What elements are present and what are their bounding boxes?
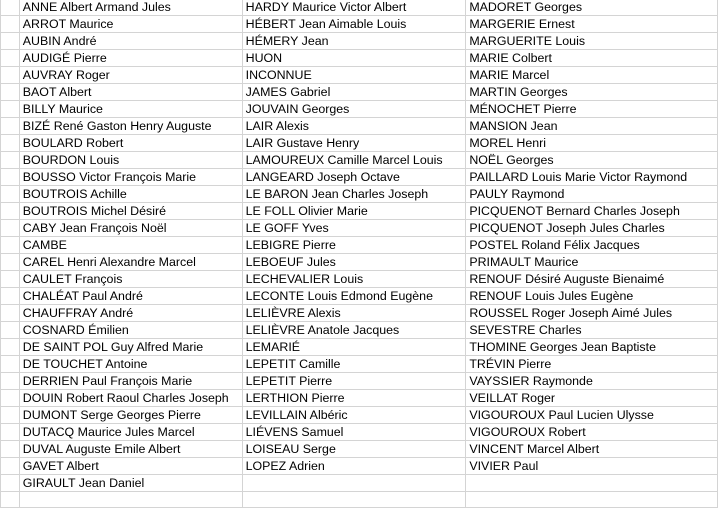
name-cell[interactable]: BOULARD Robert (19, 135, 242, 152)
name-cell[interactable]: MARGERIE Ernest (466, 16, 718, 33)
name-cell[interactable]: LEBIGRE Pierre (242, 237, 466, 254)
name-cell[interactable]: MÉNOCHET Pierre (466, 101, 718, 118)
name-cell[interactable]: JAMES Gabriel (242, 84, 466, 101)
name-cell[interactable]: AUDIGÉ Pierre (19, 50, 242, 67)
row-gutter-cell[interactable] (1, 424, 20, 441)
name-cell[interactable]: BOUSSO Victor François Marie (19, 169, 242, 186)
name-cell[interactable]: BAOT Albert (19, 84, 242, 101)
name-cell[interactable]: NOËL Georges (466, 152, 718, 169)
name-cell[interactable]: HÉBERT Jean Aimable Louis (242, 16, 466, 33)
row-gutter-cell[interactable] (1, 101, 20, 118)
names-table-body (1, 0, 718, 508)
name-cell[interactable]: LECONTE Louis Edmond Eugène (242, 288, 466, 305)
name-cell[interactable]: ANNE Albert Armand Jules (19, 0, 242, 16)
table-row (1, 118, 718, 135)
name-cell[interactable]: INCONNUE (242, 67, 466, 84)
name-cell[interactable]: PRIMAULT Maurice (466, 254, 718, 271)
table-row (1, 305, 718, 322)
row-gutter-cell[interactable] (1, 33, 20, 50)
row-gutter-cell[interactable] (1, 458, 20, 475)
name-cell[interactable]: CAMBE (19, 237, 242, 254)
table-row (1, 288, 718, 305)
table-row (1, 390, 718, 407)
name-cell[interactable]: DOUIN Robert Raoul Charles Joseph (19, 390, 242, 407)
name-cell[interactable]: PAILLARD Louis Marie Victor Raymond (466, 169, 718, 186)
table-row (1, 271, 718, 288)
name-cell[interactable] (466, 475, 718, 492)
name-cell[interactable] (242, 492, 466, 508)
row-gutter-cell[interactable] (1, 220, 20, 237)
row-gutter-cell[interactable] (1, 186, 20, 203)
table-row (1, 16, 718, 33)
table-row (1, 67, 718, 84)
row-gutter-cell[interactable] (1, 475, 20, 492)
row-gutter-cell[interactable] (1, 271, 20, 288)
name-cell[interactable]: MARIE Colbert (466, 50, 718, 67)
name-cell[interactable]: GIRAULT Jean Daniel (19, 475, 242, 492)
name-cell[interactable]: LE BARON Jean Charles Joseph (242, 186, 466, 203)
name-cell[interactable]: LECHEVALIER Louis (242, 271, 466, 288)
row-gutter-cell[interactable] (1, 390, 20, 407)
name-cell[interactable]: LEPETIT Pierre (242, 373, 466, 390)
name-cell[interactable]: PICQUENOT Bernard Charles Joseph (466, 203, 718, 220)
name-cell[interactable]: TRÉVIN Pierre (466, 356, 718, 373)
name-cell[interactable]: VIGOUROUX Robert (466, 424, 718, 441)
table-row (1, 322, 718, 339)
row-gutter-cell[interactable] (1, 135, 20, 152)
name-cell[interactable]: VEILLAT Roger (466, 390, 718, 407)
name-cell[interactable]: SEVESTRE Charles (466, 322, 718, 339)
row-gutter-cell[interactable] (1, 67, 20, 84)
row-gutter-cell[interactable] (1, 16, 20, 33)
table-row (1, 0, 718, 16)
table-row (1, 220, 718, 237)
table-row (1, 475, 718, 492)
row-gutter-cell[interactable] (1, 50, 20, 67)
table-row (1, 101, 718, 118)
name-cell[interactable]: HÉMERY Jean (242, 33, 466, 50)
name-cell[interactable]: GAVET Albert (19, 458, 242, 475)
row-gutter-cell[interactable] (1, 152, 20, 169)
name-cell[interactable]: MOREL Henri (466, 135, 718, 152)
row-gutter-cell[interactable] (1, 203, 20, 220)
name-cell[interactable]: BOUTROIS Achille (19, 186, 242, 203)
row-gutter-cell[interactable] (1, 492, 20, 508)
row-gutter-cell[interactable] (1, 118, 20, 135)
table-row (1, 373, 718, 390)
name-cell[interactable]: DUMONT Serge Georges Pierre (19, 407, 242, 424)
name-cell[interactable]: LANGEARD Joseph Octave (242, 169, 466, 186)
table-row (1, 356, 718, 373)
name-cell[interactable]: LE GOFF Yves (242, 220, 466, 237)
table-row (1, 339, 718, 356)
row-gutter-cell[interactable] (1, 169, 20, 186)
row-gutter-cell[interactable] (1, 84, 20, 101)
name-cell[interactable]: MARIE Marcel (466, 67, 718, 84)
name-cell[interactable] (19, 492, 242, 508)
name-cell[interactable]: BOURDON Louis (19, 152, 242, 169)
name-cell[interactable]: CAREL Henri Alexandre Marcel (19, 254, 242, 271)
name-cell[interactable]: DERRIEN Paul François Marie (19, 373, 242, 390)
name-cell[interactable]: HARDY Maurice Victor Albert (242, 0, 466, 16)
name-cell[interactable]: LOPEZ Adrien (242, 458, 466, 475)
table-row (1, 169, 718, 186)
name-cell[interactable]: LAMOUREUX Camille Marcel Louis (242, 152, 466, 169)
row-gutter-cell[interactable] (1, 356, 20, 373)
name-cell[interactable]: LEMARIÉ (242, 339, 466, 356)
table-row (1, 254, 718, 271)
name-cell[interactable]: PAULY Raymond (466, 186, 718, 203)
name-cell[interactable]: MADORET Georges (466, 0, 718, 16)
name-cell[interactable]: BOUTROIS Michel Désiré (19, 203, 242, 220)
name-cell[interactable]: RENOUF Désiré Auguste Bienaimé (466, 271, 718, 288)
table-row (1, 186, 718, 203)
name-cell[interactable]: LEPETIT Camille (242, 356, 466, 373)
table-row (1, 407, 718, 424)
name-cell[interactable]: LELIÈVRE Anatole Jacques (242, 322, 466, 339)
name-cell[interactable]: LOISEAU Serge (242, 441, 466, 458)
name-cell[interactable]: LERTHION Pierre (242, 390, 466, 407)
name-cell[interactable]: LAIR Alexis (242, 118, 466, 135)
name-cell[interactable]: CABY Jean François Noël (19, 220, 242, 237)
name-cell[interactable] (242, 475, 466, 492)
name-cell[interactable]: DE TOUCHET Antoine (19, 356, 242, 373)
name-cell[interactable]: POSTEL Roland Félix Jacques (466, 237, 718, 254)
name-cell[interactable]: ARROT Maurice (19, 16, 242, 33)
name-cell[interactable] (466, 492, 718, 508)
name-cell[interactable]: ROUSSEL Roger Joseph Aimé Jules (466, 305, 718, 322)
name-cell[interactable]: VIVIER Paul (466, 458, 718, 475)
table-row (1, 50, 718, 67)
row-gutter-cell[interactable] (1, 254, 20, 271)
name-cell[interactable]: LIÉVENS Samuel (242, 424, 466, 441)
row-gutter-cell[interactable] (1, 0, 20, 16)
name-cell[interactable]: HUON (242, 50, 466, 67)
row-gutter-cell[interactable] (1, 322, 20, 339)
name-cell[interactable]: VIGOUROUX Paul Lucien Ulysse (466, 407, 718, 424)
table-row (1, 135, 718, 152)
name-cell[interactable]: DUTACQ Maurice Jules Marcel (19, 424, 242, 441)
table-row (1, 237, 718, 254)
name-cell[interactable]: MARTIN Georges (466, 84, 718, 101)
row-gutter-cell[interactable] (1, 441, 20, 458)
name-cell[interactable]: RENOUF Louis Jules Eugène (466, 288, 718, 305)
name-cell[interactable]: VINCENT Marcel Albert (466, 441, 718, 458)
name-cell[interactable]: AUBIN André (19, 33, 242, 50)
table-row (1, 424, 718, 441)
table-row (1, 33, 718, 50)
name-cell[interactable]: BIZÉ René Gaston Henry Auguste (19, 118, 242, 135)
row-gutter-cell[interactable] (1, 373, 20, 390)
name-cell[interactable]: JOUVAIN Georges (242, 101, 466, 118)
name-cell[interactable]: LEVILLAIN Albéric (242, 407, 466, 424)
name-cell[interactable]: MANSION Jean (466, 118, 718, 135)
name-cell[interactable]: LEBOEUF Jules (242, 254, 466, 271)
name-cell[interactable]: BILLY Maurice (19, 101, 242, 118)
table-row (1, 152, 718, 169)
name-cell[interactable]: VAYSSIER Raymonde (466, 373, 718, 390)
name-cell[interactable]: COSNARD Émilien (19, 322, 242, 339)
name-cell[interactable]: LE FOLL Olivier Marie (242, 203, 466, 220)
name-cell[interactable]: DE SAINT POL Guy Alfred Marie (19, 339, 242, 356)
name-cell[interactable]: AUVRAY Roger (19, 67, 242, 84)
row-gutter-cell[interactable] (1, 288, 20, 305)
table-row (1, 203, 718, 220)
row-gutter-cell[interactable] (1, 305, 20, 322)
name-cell[interactable]: LAIR Gustave Henry (242, 135, 466, 152)
name-cell[interactable]: CHAUFFRAY André (19, 305, 242, 322)
name-cell[interactable]: DUVAL Auguste Emile Albert (19, 441, 242, 458)
table-row (1, 492, 718, 508)
name-cell[interactable]: PICQUENOT Joseph Jules Charles (466, 220, 718, 237)
table-row (1, 458, 718, 475)
row-gutter-cell[interactable] (1, 339, 20, 356)
row-gutter-cell[interactable] (1, 237, 20, 254)
name-cell[interactable]: LELIÈVRE Alexis (242, 305, 466, 322)
name-cell[interactable]: MARGUERITE Louis (466, 33, 718, 50)
row-gutter-cell[interactable] (1, 407, 20, 424)
table-row (1, 441, 718, 458)
name-cell[interactable]: CAULET François (19, 271, 242, 288)
name-cell[interactable]: THOMINE Georges Jean Baptiste (466, 339, 718, 356)
name-cell[interactable]: CHALÉAT Paul André (19, 288, 242, 305)
table-row (1, 84, 718, 101)
